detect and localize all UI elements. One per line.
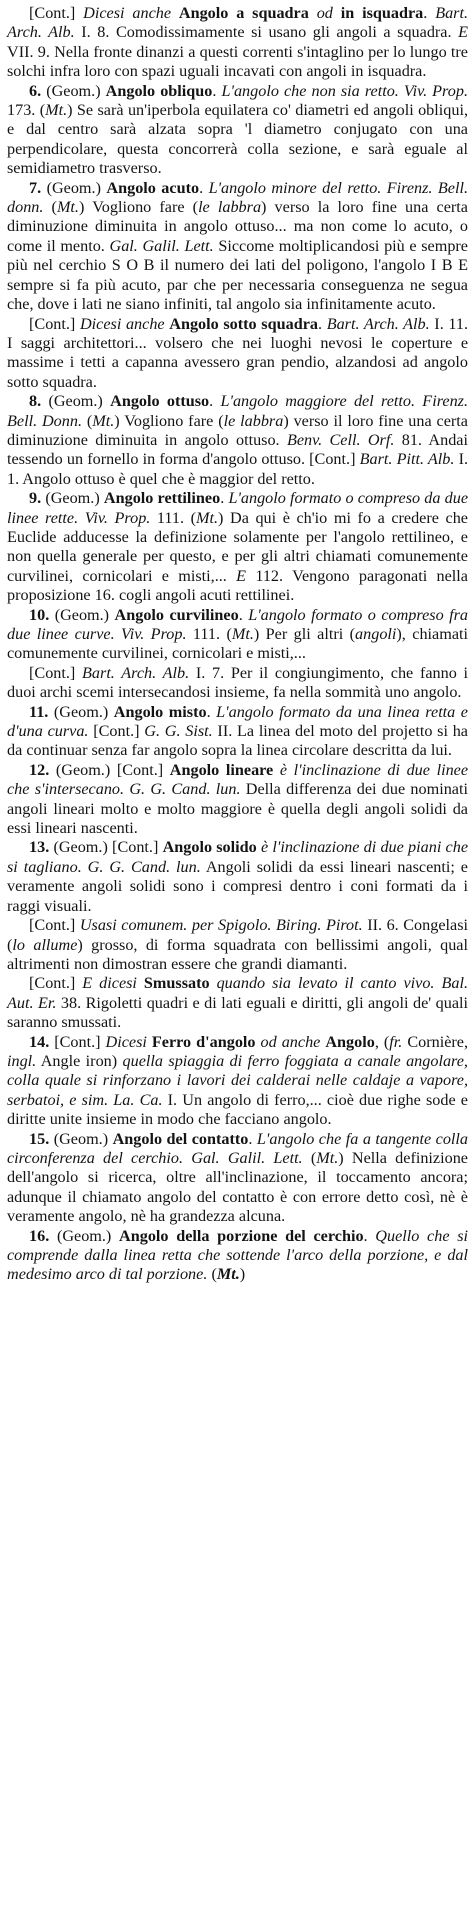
- text-segment: Angoli solidi da essi lineari nascenti; e veramente angoli solidi sono i compresi dentro i coni formati da i raggi visuali.: [7, 857, 468, 915]
- text-segment: 6.: [29, 81, 47, 100]
- text-segment: Mt.: [56, 198, 79, 217]
- text-segment: L'angolo formato o compreso da due linee rette. Viv. Prop.: [7, 489, 469, 527]
- text-segment: Mt.: [92, 411, 115, 430]
- text-segment: Angolo ottuso: [110, 392, 210, 411]
- text-segment: 111. (: [150, 508, 197, 527]
- text-segment: Bart. Pitt. Alb.: [359, 450, 455, 469]
- text-segment: [Cont.]: [54, 1032, 106, 1051]
- text-segment: Bart. Arch. Alb.: [82, 663, 190, 682]
- text-segment: ) grosso, di forma squadrata con bellissimi angoli, qual altrimenti non dimostran essere che grandi diamanti.: [7, 935, 468, 973]
- text-segment: in isquadra: [340, 4, 424, 22]
- text-segment: Angolo solido: [162, 838, 257, 857]
- text-segment: .: [238, 605, 249, 624]
- text-segment: quando sia levato il canto vivo. Bal. Aut. Er.: [7, 974, 468, 1012]
- text-segment: od: [308, 4, 341, 22]
- text-segment: L'angolo maggiore del retto. Firenz. Bell. Donn.: [7, 392, 469, 430]
- entry-paragraph: [7, 838, 468, 916]
- text-segment: le labbra: [223, 411, 284, 430]
- text-segment: Angolo curvilineo: [114, 605, 239, 624]
- text-segment: ) Nella definizione dell'angolo si ricerca, oltre all'inclinazione, il toccamento ancora; adunque il chiamato angolo del contatto è con errore detto così, nè è veramente angolo, nè ha grandezza alcuna.: [7, 1148, 468, 1226]
- text-segment: .: [212, 81, 222, 100]
- text-segment: II. 6. Congelasi (: [7, 916, 468, 954]
- text-segment: ) Vogliono fare (: [78, 198, 199, 217]
- text-segment: L'angolo che non sia retto. Viv. Prop.: [221, 81, 468, 100]
- text-segment: Dicesi anche: [79, 314, 170, 333]
- text-segment: ): [239, 1265, 246, 1284]
- text-segment: Angolo del contatto: [112, 1129, 249, 1148]
- entry-paragraph: [7, 4, 468, 82]
- text-segment: ) Se sarà un'iperbola equilatera co' diametri ed angoli obliqui, e dal centro sarà alzata sopra 'l diametro conjugato con una perpendicolare, questa concorrerà colla sezione, e sarà eguale al semidiametro trasverso.: [7, 101, 469, 178]
- text-segment: L'angolo che fa a tangente colla circonferenza del cerchio. Gal. Galil. Lett.: [7, 1129, 468, 1167]
- entry-paragraph: [7, 703, 468, 761]
- text-segment: (Geom.) [Cont.]: [53, 838, 163, 857]
- entry-paragraph: [7, 1227, 468, 1285]
- text-segment: Mt.: [216, 1265, 240, 1284]
- text-segment: E: [236, 566, 247, 585]
- text-segment: I. 7. Per il congiungimento, che fanno i duoi archi scemi intersecandosi insieme, fa nella sommità uno angolo.: [7, 663, 469, 702]
- text-segment: , (: [374, 1032, 390, 1051]
- entry-paragraph: [7, 1033, 468, 1130]
- text-segment: ) Per gli altri (: [253, 625, 356, 643]
- text-segment: Angolo sotto squadra: [169, 314, 318, 333]
- text-segment: Angolo lineare: [169, 760, 274, 779]
- text-segment: 7.: [29, 178, 47, 197]
- text-segment: Angolo acuto: [106, 178, 200, 197]
- text-segment: I. Un angolo di ferro,... cioè due righe sode e diritte unite insieme in modo che facciano angolo.: [7, 1090, 468, 1129]
- text-segment: .: [423, 4, 436, 22]
- text-segment: .: [248, 1129, 257, 1148]
- entry-paragraph: [7, 179, 468, 315]
- text-segment: [Cont.]: [29, 4, 84, 22]
- entry-paragraph: [7, 489, 468, 605]
- text-segment: L'angolo minore del retto. Firenz. Bell. donn.: [7, 178, 469, 217]
- text-segment: [Cont.]: [29, 314, 80, 333]
- text-segment: Angle iron): [36, 1051, 123, 1070]
- text-segment: II. La linea del moto del projetto si ha da continuar senza far angolo sopra la linea circolare descritta da lui.: [7, 722, 468, 760]
- text-segment: Angolo della porzione del cerchio: [119, 1226, 364, 1245]
- text-segment: .: [199, 178, 209, 197]
- text-segment: Angolo rettilineo: [103, 489, 221, 508]
- text-segment: 8.: [29, 392, 49, 411]
- text-segment: Angolo obliquo: [105, 81, 213, 100]
- text-segment: (Geom.) [Cont.]: [55, 760, 170, 779]
- text-segment: Quello che si comprende dalla linea retta che sottende l'arco della porzione, e dal medesimo arco di tal porzione.: [7, 1226, 469, 1284]
- text-segment: Angolo a squadra: [178, 4, 309, 22]
- text-segment: le labbra: [198, 198, 262, 217]
- text-segment: .: [363, 1226, 376, 1245]
- text-segment: angoli: [355, 625, 397, 643]
- text-segment: (Geom.): [45, 489, 104, 508]
- text-segment: .: [317, 314, 327, 333]
- text-segment: 16.: [29, 1226, 57, 1245]
- text-segment: .: [209, 392, 221, 411]
- entry-paragraph: [7, 606, 468, 664]
- text-segment: E: [458, 23, 468, 42]
- text-segment: (: [302, 1148, 317, 1167]
- text-segment: 38. Rigoletti quadri e di lati eguali e diritti, gli angoli de' quali saranno smussati.: [7, 993, 468, 1032]
- text-segment: lo allume: [12, 935, 78, 954]
- text-segment: ), chiamati comunemente curvilinei, cornicolari e misti,...: [7, 625, 469, 663]
- text-segment: Siccome moltiplicandosi più e sempre più nel cerchio S O B il numero dei lati del poligono, l'angolo I B E sempre si fa più acuto, par che per necessaria conseguenza ne segua che, dove i lati ne siano infiniti, tal angolo sia infinitamente acuto.: [7, 236, 468, 314]
- text-segment: I. 1. Angolo ottuso è quel che è maggior del retto.: [7, 450, 469, 488]
- text-segment: VII. 9. Nella fronte dinanzi a questi correnti s'intaglino per lo lungo tre solchi infra loro con spazi uguali incavati con angoli in isquadra.: [7, 42, 468, 81]
- text-segment: fr.: [389, 1032, 403, 1051]
- text-segment: (: [207, 1265, 217, 1284]
- text-segment: ) verso il loro fine una certa diminuzione diminuita in angolo ottuso.: [7, 411, 468, 449]
- text-segment: Dicesi: [105, 1032, 152, 1051]
- entry-paragraph: [7, 315, 468, 393]
- text-segment: (Geom.): [53, 1129, 113, 1148]
- text-segment: Bart. Arch. Alb.: [7, 4, 469, 42]
- entry-paragraph: [7, 916, 468, 974]
- text-segment: Mt.: [196, 508, 219, 527]
- entry-paragraph: [7, 82, 468, 179]
- entry-paragraph: [7, 974, 468, 1032]
- text-segment: Ferro d'angolo: [151, 1032, 256, 1051]
- text-segment: 11.: [29, 702, 54, 721]
- text-segment: Usasi comunem. per Spigolo. Biring. Pirot.: [79, 916, 363, 935]
- text-segment: ) verso la loro fine una certa diminuzione diminuita in angolo ottuso... ma non come lo acuto, o come il mento.: [7, 198, 468, 255]
- text-segment: 15.: [29, 1129, 54, 1148]
- text-segment: G. G. Sist.: [144, 722, 213, 741]
- text-segment: I. 8. Comodissimamente si usano gli angoli a squadra.: [74, 23, 459, 42]
- text-segment: ingl.: [7, 1051, 37, 1070]
- entry-paragraph: [7, 1130, 468, 1227]
- text-segment: Dicesi anche: [83, 4, 179, 22]
- text-segment: L'angolo formato o compreso fra due linee curve. Viv. Prop.: [7, 605, 469, 643]
- text-segment: (Geom.): [48, 392, 111, 411]
- text-segment: [Cont.]: [29, 974, 83, 993]
- text-segment: 173. (: [7, 101, 46, 120]
- text-segment: 13.: [29, 838, 54, 857]
- text-segment: (Geom.): [56, 1226, 120, 1245]
- text-segment: (Geom.): [53, 702, 114, 721]
- text-segment: (: [82, 411, 93, 430]
- text-segment: [Cont.]: [88, 722, 145, 741]
- text-segment: ) Vogliono fare (: [114, 411, 224, 430]
- text-segment: E dicesi: [82, 974, 144, 993]
- entry-paragraph: [7, 761, 468, 839]
- text-segment: Mt.: [231, 625, 254, 643]
- text-segment: è l'inclinazione di due piani che si tagliano. G. G. Cand. lun.: [7, 838, 468, 876]
- text-segment: 112. Vengono paragonati nella proposizione 16. cogli angoli acuti rettilinei.: [7, 566, 468, 605]
- text-segment: (Geom.): [54, 605, 115, 624]
- text-segment: Angolo: [325, 1032, 375, 1051]
- text-segment: od anche: [255, 1032, 326, 1051]
- text-segment: Smussato: [143, 974, 210, 993]
- text-segment: [273, 761, 280, 779]
- text-segment: Cornière,: [402, 1032, 469, 1051]
- entry-paragraph: [7, 664, 468, 703]
- text-segment: Mt.: [316, 1148, 339, 1167]
- text-segment: 9.: [29, 489, 46, 508]
- text-segment: Gal. Galil. Lett.: [109, 236, 214, 255]
- text-segment: Bart. Arch. Alb.: [326, 314, 430, 333]
- text-segment: Benv. Cell. Orf.: [286, 430, 395, 449]
- text-segment: 14.: [29, 1032, 55, 1051]
- text-segment: [Cont.]: [29, 663, 83, 682]
- text-segment: L'angolo formato da una linea retta e d'una curva.: [7, 702, 468, 741]
- text-segment: 111. (: [186, 625, 232, 643]
- text-segment: Della differenza dei due nominati angoli lineari molto e molto maggiore è quella degli angoli solidi da essi lineari nascenti.: [7, 780, 468, 838]
- entry-paragraph: [7, 392, 468, 489]
- text-segment: (Geom.): [46, 81, 106, 100]
- text-segment: 10.: [29, 605, 55, 624]
- text-segment: Angolo misto: [113, 702, 207, 721]
- text-segment: .: [206, 702, 217, 721]
- text-segment: [Cont.]: [29, 916, 80, 935]
- text-segment: (: [43, 198, 57, 217]
- text-segment: ) Da qui è ch'io mi fo a credere che Euclide adducesse la definizione solamente per l'angolo rettilineo, e non quella generale per questo, e per gli altri chiamati comunemente curvilinei, cornicolari e misti,...: [7, 508, 468, 585]
- text-segment: quella spiaggia di ferro foggiata a canale angolare, colla quale si rinforzano i lavori dei calderai nelle caldaje a vapore, serbatoi, e sim. La. Ca.: [7, 1051, 468, 1109]
- text-segment: 12.: [29, 760, 56, 779]
- text-segment: 81. Andai tessendo un fornello in forma d'angolo ottuso. [Cont.]: [7, 430, 468, 469]
- text-segment: è l'inclinazione di due linee che s'intersecano. G. G. Cand. lun.: [7, 760, 469, 799]
- text-segment: .: [220, 489, 229, 508]
- text-segment: (Geom.): [46, 178, 107, 197]
- text-segment: I. 11. I saggi architettori... volsero che nei luoghi nevosi le coperture e massime i tetti a capanna avessero gran pendio, alzandosi ad angolo sotto squadra.: [7, 314, 469, 391]
- text-segment: Mt.: [45, 101, 68, 120]
